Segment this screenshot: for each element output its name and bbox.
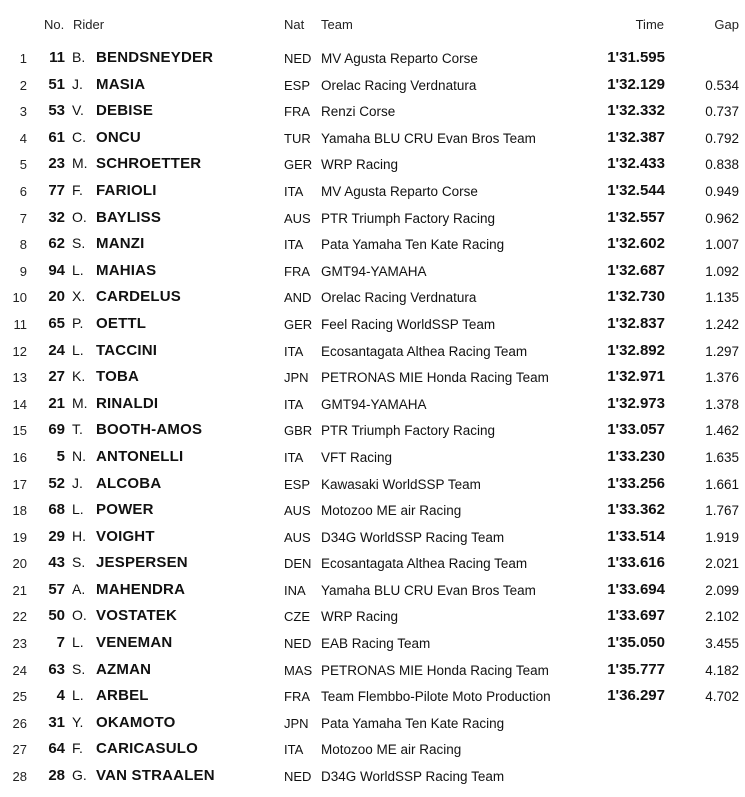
lastname-cell: VENEMAN xyxy=(96,634,173,652)
table-row xyxy=(0,151,745,178)
position-cell: 6 xyxy=(19,183,27,199)
nation-cell: ITA xyxy=(284,183,304,199)
nation-cell: AUS xyxy=(284,503,311,519)
initial-cell: O. xyxy=(72,607,87,624)
number-cell: 31 xyxy=(48,713,65,731)
gap-cell: 0.949 xyxy=(705,183,739,199)
team-cell: VFT Racing xyxy=(321,449,393,465)
number-cell: 24 xyxy=(48,341,65,359)
position-cell: 25 xyxy=(12,689,27,705)
nation-cell: NED xyxy=(284,769,312,785)
number-cell: 21 xyxy=(48,394,65,412)
initial-cell: J. xyxy=(72,474,83,491)
position-cell: 14 xyxy=(12,396,27,412)
nation-cell: INA xyxy=(284,582,306,598)
team-cell: PTR Triumph Factory Racing xyxy=(321,423,496,439)
table-row xyxy=(0,178,745,205)
table-row xyxy=(0,98,745,125)
lastname-cell: CARICASULO xyxy=(96,740,198,758)
position-cell: 1 xyxy=(19,51,27,66)
position-cell: 26 xyxy=(12,715,27,731)
position-cell: 20 xyxy=(12,556,27,572)
nation-cell: ESP xyxy=(284,476,311,492)
header-gap: Gap xyxy=(714,17,739,32)
gap-cell: 1.378 xyxy=(705,396,739,412)
nation-cell: CZE xyxy=(284,609,310,625)
number-cell: 63 xyxy=(48,660,65,678)
initial-cell: F. xyxy=(72,181,83,198)
position-cell: 9 xyxy=(19,263,27,279)
gap-cell: 0.534 xyxy=(705,77,739,93)
table-row xyxy=(0,125,745,152)
nation-cell: ITA xyxy=(284,396,304,412)
position-cell: 22 xyxy=(12,609,27,625)
lastname-cell: ALCOBA xyxy=(96,474,162,492)
team-cell: Pata Yamaha Ten Kate Racing xyxy=(321,237,505,253)
initial-cell: H. xyxy=(72,527,86,544)
lastname-cell: TACCINI xyxy=(96,341,158,359)
header-no: No. xyxy=(44,17,65,32)
gap-cell: 0.838 xyxy=(705,157,739,173)
team-cell: Kawasaki WorldSSP Team xyxy=(321,476,481,492)
time-cell: 1'32.973 xyxy=(607,394,665,412)
initial-cell: X. xyxy=(72,288,86,305)
table-row xyxy=(0,45,745,72)
table-row xyxy=(0,710,745,737)
gap-cell: 1.767 xyxy=(705,503,739,519)
nation-cell: ESP xyxy=(284,77,311,93)
number-cell: 20 xyxy=(48,288,65,306)
table-row xyxy=(0,391,745,418)
table-row xyxy=(0,258,745,285)
initial-cell: N. xyxy=(72,447,86,464)
nation-cell: ITA xyxy=(284,449,304,465)
lastname-cell: VAN STRAALEN xyxy=(96,767,215,785)
number-cell: 28 xyxy=(48,767,65,785)
team-cell: Yamaha BLU CRU Evan Bros Team xyxy=(321,582,536,598)
team-cell: Yamaha BLU CRU Evan Bros Team xyxy=(321,130,536,146)
team-cell: Team Flembbo-Pilote Moto Production xyxy=(321,689,551,705)
initial-cell: K. xyxy=(72,368,86,385)
table-row xyxy=(0,657,745,684)
gap-cell: 3.455 xyxy=(705,636,739,652)
nation-cell: ITA xyxy=(284,237,304,253)
table-row xyxy=(0,364,745,391)
lastname-cell: RINALDI xyxy=(96,394,159,412)
table-row xyxy=(0,417,745,444)
time-cell: 1'33.362 xyxy=(607,501,665,519)
lastname-cell: SCHROETTER xyxy=(96,155,202,173)
position-cell: 8 xyxy=(19,237,27,253)
team-cell: Renzi Corse xyxy=(321,104,396,120)
table-row xyxy=(0,603,745,630)
nation-cell: AUS xyxy=(284,529,311,545)
gap-cell: 1.462 xyxy=(705,423,739,439)
gap-cell: 2.099 xyxy=(705,582,739,598)
time-cell: 1'33.697 xyxy=(607,607,665,625)
position-cell: 23 xyxy=(12,636,27,652)
lastname-cell: TOBA xyxy=(96,368,140,386)
table-body xyxy=(0,45,745,790)
gap-cell: 2.021 xyxy=(705,556,739,572)
number-cell: 65 xyxy=(48,314,65,332)
time-cell: 1'35.050 xyxy=(607,634,665,652)
nation-cell: MAS xyxy=(284,662,313,678)
lastname-cell: POWER xyxy=(96,501,154,519)
initial-cell: S. xyxy=(72,554,86,571)
initial-cell: V. xyxy=(72,102,84,119)
team-cell: PETRONAS MIE Honda Racing Team xyxy=(321,370,549,386)
number-cell: 50 xyxy=(48,607,65,625)
lastname-cell: ONCU xyxy=(96,128,141,146)
time-cell: 1'32.730 xyxy=(607,288,665,306)
number-cell: 4 xyxy=(56,687,65,705)
time-cell: 1'32.892 xyxy=(607,341,665,359)
position-cell: 10 xyxy=(12,290,27,306)
table-row xyxy=(0,497,745,524)
position-cell: 18 xyxy=(12,503,27,519)
gap-cell: 1.297 xyxy=(705,343,739,359)
time-cell: 1'33.057 xyxy=(607,421,665,439)
lastname-cell: FARIOLI xyxy=(96,181,157,199)
number-cell: 62 xyxy=(48,235,65,253)
gap-cell: 1.919 xyxy=(705,529,739,545)
number-cell: 43 xyxy=(48,554,65,572)
table-row xyxy=(0,471,745,498)
team-cell: GMT94-YAMAHA xyxy=(321,396,427,412)
table-row xyxy=(0,763,745,790)
number-cell: 27 xyxy=(48,368,65,386)
number-cell: 29 xyxy=(48,527,65,545)
lastname-cell: CARDELUS xyxy=(96,288,181,306)
time-cell: 1'32.433 xyxy=(607,155,665,173)
team-cell: Motozoo ME air Racing xyxy=(321,503,462,519)
time-cell: 1'33.694 xyxy=(607,580,665,598)
time-cell: 1'31.595 xyxy=(607,49,665,66)
header-team: Team xyxy=(321,17,353,32)
nation-cell: AUS xyxy=(284,210,311,226)
lastname-cell: MANZI xyxy=(96,235,145,253)
gap-cell: 0.792 xyxy=(705,130,739,146)
table-row xyxy=(0,231,745,258)
initial-cell: B. xyxy=(72,49,86,65)
lastname-cell: BAYLISS xyxy=(96,208,162,226)
lastname-cell: MASIA xyxy=(96,75,146,93)
initial-cell: L. xyxy=(72,341,84,358)
table-row xyxy=(0,72,745,99)
nation-cell: NED xyxy=(284,51,312,66)
number-cell: 77 xyxy=(48,181,65,199)
time-cell: 1'33.616 xyxy=(607,554,665,572)
lastname-cell: AZMAN xyxy=(96,660,152,678)
number-cell: 94 xyxy=(48,261,65,279)
number-cell: 32 xyxy=(48,208,65,226)
team-cell: Pata Yamaha Ten Kate Racing xyxy=(321,715,505,731)
time-cell: 1'32.602 xyxy=(607,235,665,253)
initial-cell: F. xyxy=(72,740,83,757)
table-row xyxy=(0,444,745,471)
initial-cell: M. xyxy=(72,155,88,172)
nation-cell: JPN xyxy=(284,370,309,386)
number-cell: 57 xyxy=(48,580,65,598)
table-row xyxy=(0,736,745,763)
time-cell: 1'33.230 xyxy=(607,447,665,465)
position-cell: 11 xyxy=(13,316,27,332)
lastname-cell: OETTL xyxy=(96,314,147,332)
table-row xyxy=(0,683,745,710)
gap-cell: 4.702 xyxy=(705,689,739,705)
nation-cell: TUR xyxy=(284,130,311,146)
team-cell: MV Agusta Reparto Corse xyxy=(321,51,478,66)
position-cell: 24 xyxy=(12,662,27,678)
team-cell: Orelac Racing Verdnatura xyxy=(321,77,477,93)
initial-cell: T. xyxy=(72,421,83,438)
initial-cell: J. xyxy=(72,75,83,92)
table-row xyxy=(0,284,745,311)
table-header xyxy=(0,0,745,40)
nation-cell: FRA xyxy=(284,689,310,705)
team-cell: Ecosantagata Althea Racing Team xyxy=(321,343,528,359)
position-cell: 15 xyxy=(12,423,27,439)
gap-cell: 4.182 xyxy=(705,662,739,678)
position-cell: 3 xyxy=(19,104,27,120)
table-row xyxy=(0,550,745,577)
time-cell: 1'32.557 xyxy=(607,208,665,226)
position-cell: 21 xyxy=(12,582,27,598)
nation-cell: ITA xyxy=(284,343,304,359)
time-cell: 1'35.777 xyxy=(607,660,665,678)
team-cell: Orelac Racing Verdnatura xyxy=(321,290,477,306)
position-cell: 5 xyxy=(19,157,27,173)
initial-cell: S. xyxy=(72,660,86,677)
gap-cell: 1.635 xyxy=(705,449,739,465)
table-row xyxy=(0,524,745,551)
nation-cell: NED xyxy=(284,636,312,652)
time-cell: 1'32.332 xyxy=(607,102,665,120)
lastname-cell: VOSTATEK xyxy=(96,607,178,625)
team-cell: MV Agusta Reparto Corse xyxy=(321,183,478,199)
time-cell: 1'33.514 xyxy=(607,527,665,545)
table-row xyxy=(0,311,745,338)
team-cell: D34G WorldSSP Racing Team xyxy=(321,769,505,785)
nation-cell: DEN xyxy=(284,556,312,572)
nation-cell: GER xyxy=(284,316,313,332)
gap-cell: 1.135 xyxy=(705,290,739,306)
gap-cell: 1.007 xyxy=(705,237,739,253)
gap-cell: 1.376 xyxy=(705,370,739,386)
initial-cell: M. xyxy=(72,394,88,411)
number-cell: 23 xyxy=(48,155,65,173)
table-row xyxy=(0,338,745,365)
lastname-cell: MAHIAS xyxy=(96,261,157,279)
team-cell: PTR Triumph Factory Racing xyxy=(321,210,496,226)
nation-cell: GBR xyxy=(284,423,313,439)
team-cell: EAB Racing Team xyxy=(321,636,431,652)
lastname-cell: ANTONELLI xyxy=(96,447,184,465)
initial-cell: G. xyxy=(72,767,87,784)
initial-cell: P. xyxy=(72,314,84,331)
team-cell: GMT94-YAMAHA xyxy=(321,263,427,279)
time-cell: 1'33.256 xyxy=(607,474,665,492)
number-cell: 64 xyxy=(48,740,65,758)
team-cell: Feel Racing WorldSSP Team xyxy=(321,316,496,332)
number-cell: 68 xyxy=(48,501,65,519)
team-cell: Motozoo ME air Racing xyxy=(321,742,462,758)
lastname-cell: BOOTH-AMOS xyxy=(96,421,203,439)
table-row xyxy=(0,630,745,657)
team-cell: PETRONAS MIE Honda Racing Team xyxy=(321,662,549,678)
lastname-cell: VOIGHT xyxy=(96,527,155,545)
position-cell: 12 xyxy=(12,343,27,359)
table-row xyxy=(0,577,745,604)
number-cell: 53 xyxy=(48,102,65,120)
gap-cell: 1.242 xyxy=(705,316,739,332)
number-cell: 69 xyxy=(48,421,65,439)
position-cell: 19 xyxy=(12,529,27,545)
table-row xyxy=(0,205,745,232)
initial-cell: A. xyxy=(72,580,86,597)
initial-cell: L. xyxy=(72,261,84,278)
nation-cell: GER xyxy=(284,157,313,173)
nation-cell: AND xyxy=(284,290,312,306)
initial-cell: O. xyxy=(72,208,87,225)
nation-cell: FRA xyxy=(284,104,310,120)
initial-cell: L. xyxy=(72,687,84,704)
team-cell: WRP Racing xyxy=(321,157,399,173)
header-rider: Rider xyxy=(73,17,105,32)
gap-cell: 0.962 xyxy=(705,210,739,226)
position-cell: 7 xyxy=(19,210,27,226)
lastname-cell: ARBEL xyxy=(96,687,149,705)
lastname-cell: MAHENDRA xyxy=(96,580,186,598)
lastname-cell: JESPERSEN xyxy=(96,554,188,572)
position-cell: 16 xyxy=(12,449,27,465)
time-cell: 1'32.687 xyxy=(607,261,665,279)
initial-cell: L. xyxy=(72,634,84,651)
nation-cell: FRA xyxy=(284,263,310,279)
number-cell: 52 xyxy=(48,474,65,492)
initial-cell: L. xyxy=(72,501,84,518)
number-cell: 61 xyxy=(48,128,65,146)
header-time: Time xyxy=(635,17,664,32)
position-cell: 28 xyxy=(12,769,27,785)
lastname-cell: DEBISE xyxy=(96,102,154,120)
time-cell: 1'32.837 xyxy=(607,314,665,332)
team-cell: WRP Racing xyxy=(321,609,399,625)
nation-cell: JPN xyxy=(284,715,309,731)
time-cell: 1'32.129 xyxy=(607,75,665,93)
team-cell: D34G WorldSSP Racing Team xyxy=(321,529,505,545)
nation-cell: ITA xyxy=(284,742,304,758)
initial-cell: S. xyxy=(72,235,86,252)
number-cell: 7 xyxy=(56,634,65,652)
time-cell: 1'32.544 xyxy=(607,181,665,199)
gap-cell: 1.661 xyxy=(705,476,739,492)
team-cell: Ecosantagata Althea Racing Team xyxy=(321,556,528,572)
position-cell: 2 xyxy=(19,77,27,93)
header-nat: Nat xyxy=(284,17,305,32)
initial-cell: Y. xyxy=(72,713,84,730)
time-cell: 1'32.971 xyxy=(607,368,665,386)
position-cell: 27 xyxy=(12,742,27,758)
time-cell: 1'36.297 xyxy=(607,687,665,705)
number-cell: 11 xyxy=(49,49,65,66)
gap-cell: 2.102 xyxy=(705,609,739,625)
number-cell: 51 xyxy=(48,75,65,93)
initial-cell: C. xyxy=(72,128,86,145)
gap-cell: 0.737 xyxy=(705,104,739,120)
lastname-cell: OKAMOTO xyxy=(96,713,176,731)
lastname-cell: BENDSNEYDER xyxy=(96,49,214,66)
number-cell: 5 xyxy=(56,447,65,465)
position-cell: 17 xyxy=(12,476,27,492)
time-cell: 1'32.387 xyxy=(607,128,665,146)
gap-cell: 1.092 xyxy=(705,263,739,279)
position-cell: 4 xyxy=(19,130,27,146)
position-cell: 13 xyxy=(12,370,27,386)
